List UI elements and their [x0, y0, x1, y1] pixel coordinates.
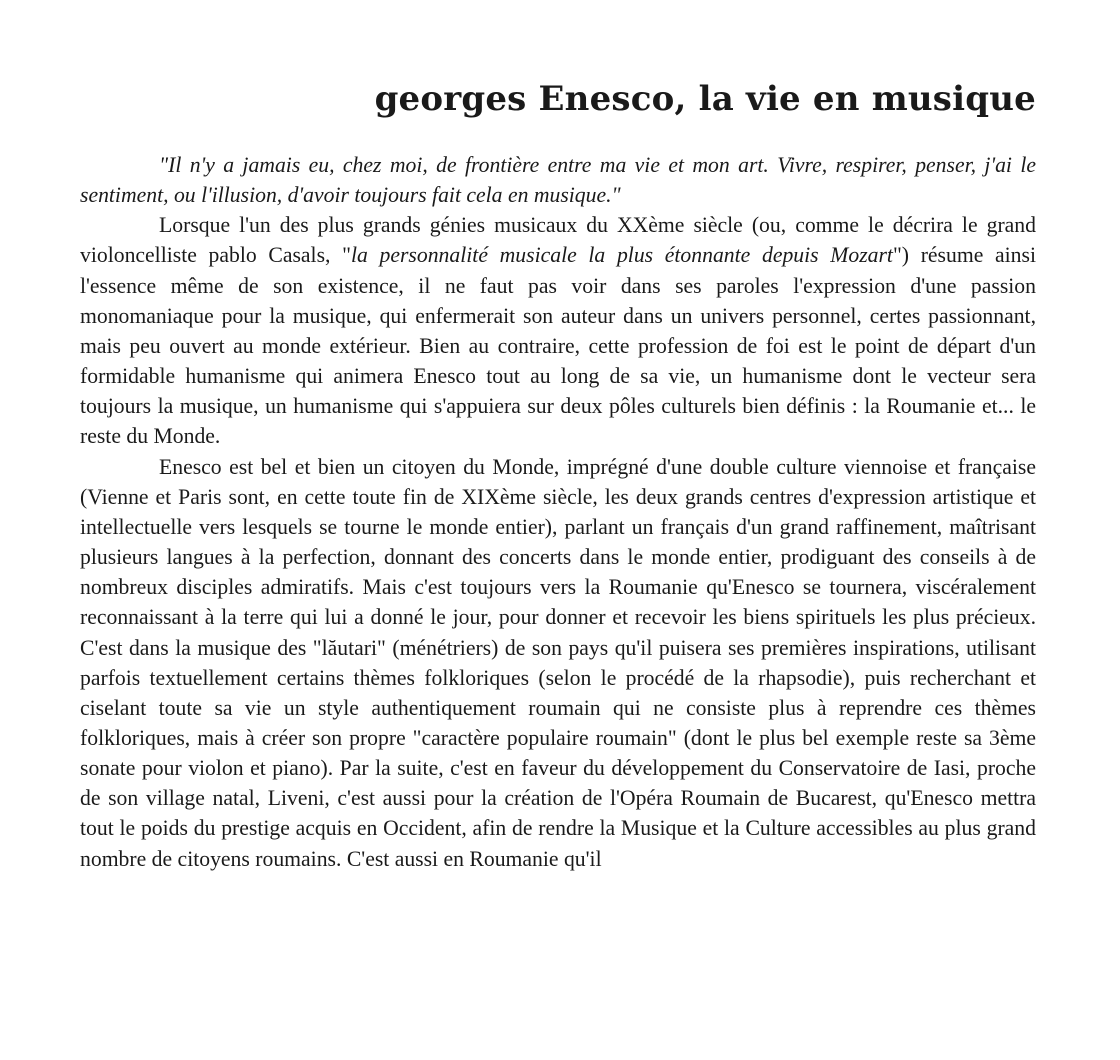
- paragraph-1-text-b: ") résume ainsi l'essence même de son existence, il ne faut pas voir dans ses paroles l'expression d'une passion monomaniaque pour la musique, qui enfermerait son auteur dans un univers personnel, certes passionnant, mais peu ouvert au monde extérieur. Bien au contraire, cette profession de foi est le point de départ d'un formidable humanisme qui animera Enesco tout au long de sa vie, un humanisme dont le vecteur sera toujours la musique, un humanisme qui s'appuiera sur deux pôles culturels bien définis : la Roumanie et... le reste du Monde.: [80, 243, 1036, 449]
- casals-quote: la personnalité musicale la plus étonnante depuis Mozart: [350, 243, 893, 268]
- article-title: georges Enesco, la vie en musique: [374, 79, 1036, 119]
- opening-quote: "Il n'y a jamais eu, chez moi, de frontière entre ma vie et mon art. Vivre, respirer, penser, j'ai le sentiment, ou l'illusion, d'avoir toujours fait cela en musique.": [80, 153, 1036, 208]
- paragraph-2: Enesco est bel et bien un citoyen du Monde, imprégné d'une double culture viennoise et française (Vienne et Paris sont, en cette toute fin de XIXème siècle, les deux grands centres d'expression artistique et intellectuelle vers lesquels se tourne le monde entier), parlant un français d'un grand raffinement, maîtrisant plusieurs langues à la perfection, donnant des concerts dans le monde entier, prodiguant des conseils à de nombreux disciples admiratifs. Mais c'est toujours vers la Roumanie qu'Enesco se tournera, viscéralement reconnaissant à la terre qui lui a donné le jour, pour donner et recevoir les biens spirituels les plus précieux. C'est dans la musique des "lăutari" (ménétriers) de son pays qu'il puisera ses premières inspirations, utilisant parfois textuellement certains thèmes folkloriques (selon le procédé de la rhapsodie), puis recherchant et ciselant toute sa vie un style authentiquement roumain qui ne consiste plus à reprendre ces thèmes folkloriques, mais à créer son propre "caractère populaire roumain" (dont le plus bel exemple reste sa 3ème sonate pour violon et piano). Par la suite, c'est en faveur du développement du Conservatoire de Iasi, proche de son village natal, Liveni, c'est aussi pour la création de l'Opéra Roumain de Bucarest, qu'Enesco mettra tout le poids du prestige acquis en Occident, afin de rendre la Musique et la Culture accessibles au plus grand nombre de citoyens roumains. C'est aussi en Roumanie qu'il: [80, 454, 1036, 871]
- paragraph-1: [80, 210, 1036, 451]
- paragraph-1-text-a: Lorsque l'un des plus grands génies musicaux du XXème siècle (ou, comme le décrira le grand violoncelliste pablo Casals, ": [80, 213, 1036, 268]
- document-page: [80, 70, 1036, 874]
